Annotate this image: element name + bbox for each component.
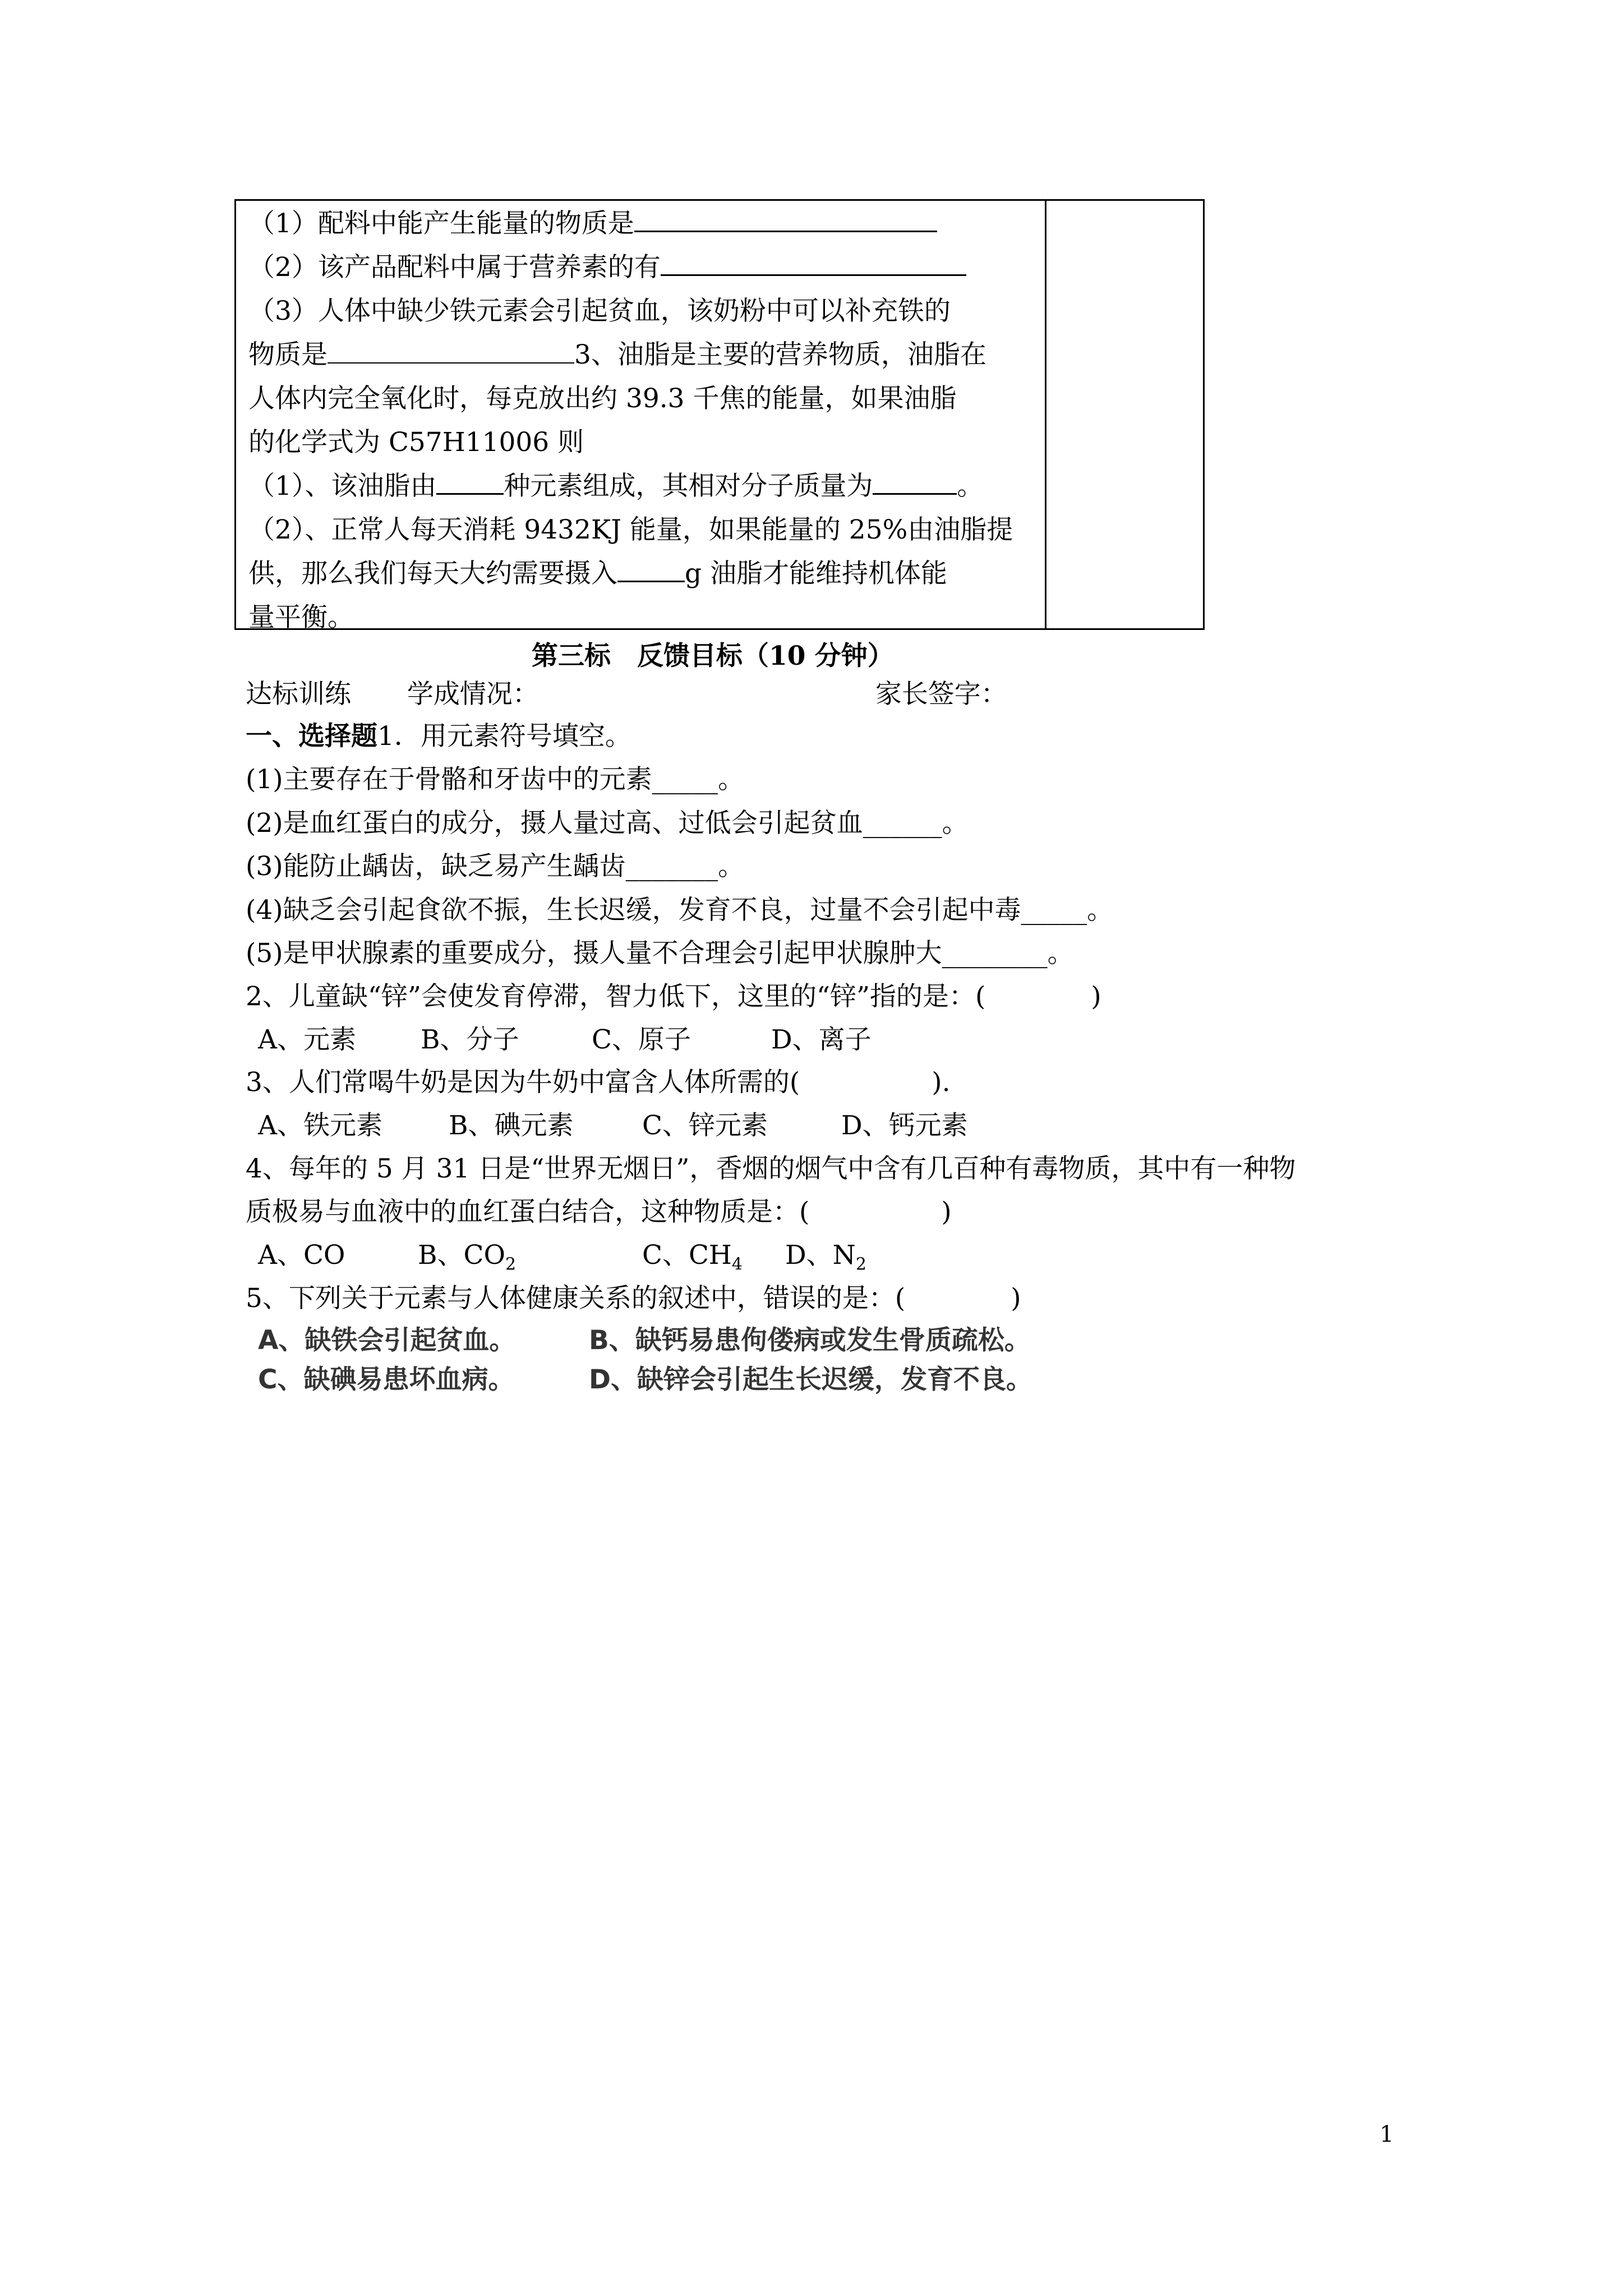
question-3-stem: 3、人们常喝牛奶是因为牛奶中富含人体所需的( ). <box>246 1067 951 1098</box>
table-line: 量平衡。 <box>248 602 354 633</box>
option-c[interactable]: C、$CH_4$ <box>642 1240 743 1274</box>
table-line: （3）人体中缺少铁元素会引起贫血，该奶粉中可以补充铁的 <box>248 296 951 326</box>
section-heading: 第三标 反馈目标（10 分钟） <box>532 641 894 671</box>
answer-blank[interactable] <box>436 468 504 495</box>
fill-item: (4)缺乏会引起食欲不振，生长迟缓，发育不良，过量不会引起中毒_____。 <box>246 895 1114 926</box>
section1-title-line <box>246 721 631 752</box>
table-line: 物质是 3、油脂是主要的营养物质，油脂在 <box>248 333 1045 377</box>
option-d[interactable]: D、离子 <box>771 1024 872 1055</box>
status-middle: 学成情况： <box>407 679 539 710</box>
table-side-cell <box>1046 201 1203 628</box>
option-b[interactable]: B、碘元素 <box>449 1110 574 1141</box>
fill-item: (5)是甲状腺素的重要成分，摄人量不合理会引起甲状腺肿大________。 <box>246 938 1074 969</box>
question-4-options <box>258 1240 866 1280</box>
status-line <box>246 679 1007 710</box>
question-3-options <box>258 1110 968 1142</box>
fill-item: (2)是血红蛋白的成分，摄人量过高、过低会引起贫血______。 <box>246 808 969 839</box>
question-4-stem-line1: 4、每年的 5 月 31 日是“世界无烟日”，香烟的烟气中含有几百种有毒物质，其中有一种物 <box>246 1153 1296 1184</box>
option-c[interactable]: C、原子 <box>592 1024 691 1055</box>
option-a[interactable]: A、铁元素 <box>258 1110 382 1141</box>
question-2-options <box>258 1024 872 1056</box>
question-2-stem: 2、儿童缺“锌”会使发育停滞，智力低下，这里的“锌”指的是：( ) <box>246 981 1101 1012</box>
answer-blank[interactable] <box>661 250 966 276</box>
option-b[interactable]: B、$CO_2$ <box>418 1240 517 1274</box>
answer-blank[interactable] <box>634 206 937 232</box>
option-b[interactable]: B、缺钙易患佝偻病或发生骨质疏松。 <box>589 1325 1031 1356</box>
option-a[interactable]: A、元素 <box>258 1024 356 1055</box>
option-c[interactable]: C、锌元素 <box>642 1110 768 1141</box>
option-a[interactable]: A、CO <box>258 1240 345 1271</box>
fill-item: (3)能防止龋齿，缺乏易产生龋齿_______。 <box>246 851 745 882</box>
answer-blank[interactable] <box>873 468 957 495</box>
answer-blank[interactable] <box>617 556 685 582</box>
option-d[interactable]: D、钙元素 <box>841 1110 968 1141</box>
option-b[interactable]: B、分子 <box>421 1024 519 1055</box>
option-a[interactable]: A、缺铁会引起贫血。 <box>258 1325 516 1356</box>
table-line: 的化学式为 C57H11006 则 <box>248 427 584 458</box>
question-5-stem: 5、下列关于元素与人体健康关系的叙述中，错误的是：( ) <box>246 1283 1021 1314</box>
question-5-options-row1 <box>258 1325 1031 1356</box>
status-left: 达标训练 <box>246 679 351 710</box>
answer-blank[interactable] <box>328 338 574 364</box>
table-line: （2）、正常人每天消耗 9432KJ 能量，如果能量的 25%由油脂提 <box>248 514 1013 545</box>
section1-title: 一、选择题 <box>246 721 377 752</box>
section1-intro: 1．用元素符号填空。 <box>377 721 631 752</box>
table-line: （1）、该油脂由 种元素组成，其相对分子质量为 。 <box>248 464 1045 508</box>
table-line: （1）配料中能产生能量的物质是 <box>248 202 1045 246</box>
page-number: 1 <box>1380 2122 1394 2147</box>
table-line: 供，那么我们每天大约需要摄入 g 油脂才能维持机体能 <box>248 552 1045 596</box>
fill-item: (1)主要存在于骨骼和牙齿中的元素_____。 <box>246 764 745 795</box>
question-table <box>234 199 1205 633</box>
table-line: （2）该产品配料中属于营养素的有 <box>248 246 1045 289</box>
question-4-stem-line2: 质极易与血液中的血红蛋白结合，这种物质是：( ) <box>246 1197 952 1227</box>
table-line: 人体内完全氧化时，每克放出约 39.3 千焦的能量，如果油脂 <box>248 383 957 414</box>
option-d[interactable]: D、缺锌会引起生长迟缓，发育不良。 <box>589 1364 1033 1395</box>
table-main-cell <box>236 201 1046 633</box>
question-5-options-row2 <box>258 1364 1032 1396</box>
option-c[interactable]: C、缺碘易患坏血病。 <box>258 1364 515 1395</box>
option-d[interactable]: D、$N_2$ <box>785 1240 866 1274</box>
status-right: 家长签字： <box>875 679 1007 710</box>
